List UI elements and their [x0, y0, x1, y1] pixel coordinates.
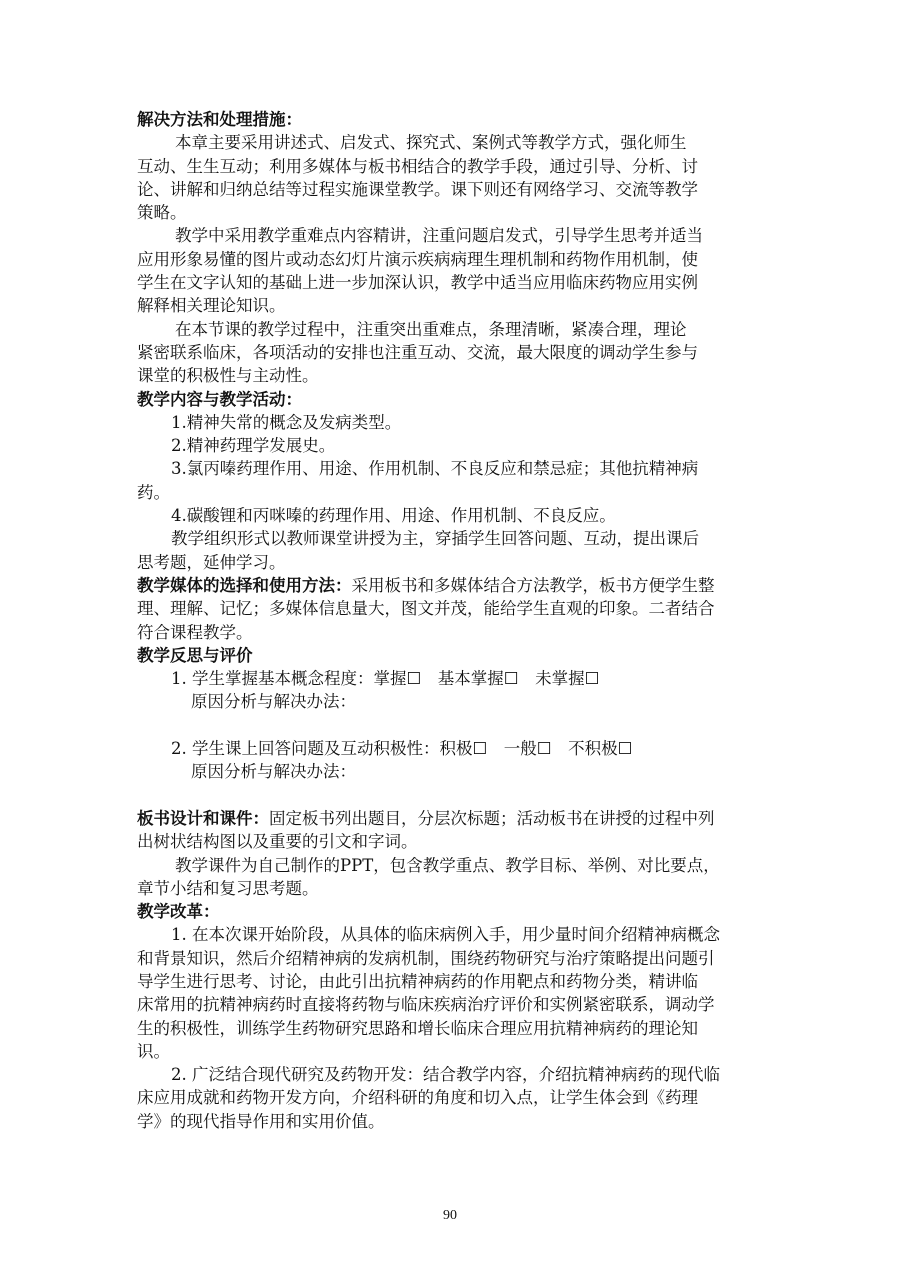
evaluation-analysis-2: 原因分析与解决办法：: [191, 762, 356, 782]
paragraph-line: 课堂的积极性与主动性。: [137, 366, 319, 386]
paragraph-text: 采用板书和多媒体结合方法教学，板书方便学生整: [351, 575, 715, 595]
blank-space: [137, 784, 765, 807]
list-item: 2.精神药理学发展史。: [171, 436, 336, 456]
board-paragraph-first-line: [137, 807, 765, 830]
list-item: 1.精神失常的概念及发病类型。: [171, 412, 402, 432]
evaluation-analysis-1: 原因分析与解决办法：: [191, 692, 356, 712]
paragraph-line: 章节小结和复习思考题。: [137, 878, 319, 898]
paragraph-line: 出树状结构图以及重要的引文和字词。: [137, 832, 418, 852]
section-heading-reflection: 教学反思与评价: [137, 645, 253, 665]
paragraph-line: 学》的现代指导作用和实用价值。: [137, 1111, 385, 1131]
paragraph-line: 符合课程教学。: [137, 622, 253, 642]
paragraph-line: 教学课件为自己制作的PPT，包含教学重点、教学目标、举例、对比要点，: [175, 855, 720, 875]
paragraph-line: 在本节课的教学过程中，注重突出重难点，条理清晰，紧凑合理，理论: [175, 319, 687, 339]
list-item-continued: 药。: [137, 482, 170, 502]
section-heading-solutions: 解决方法和处理措施：: [137, 110, 302, 129]
paragraph-line: 和背景知识，然后介绍精神病的发病机制，围绕药物研究与治疗策略提出问题引: [137, 948, 715, 968]
media-paragraph-first-line: [137, 574, 765, 597]
paragraph-line: 论、讲解和归纳总结等过程实施课堂教学。课下则还有网络学习、交流等教学: [137, 179, 698, 199]
paragraph-line: 2. 广泛结合现代研究及药物开发：结合教学内容，介绍抗精神病药的现代临: [171, 1065, 720, 1085]
evaluation-question-1: 1. 学生掌握基本概念程度：掌握☐ 基本掌握☐ 未掌握☐: [171, 669, 600, 689]
list-item: 3.氯丙嗪药理作用、用途、作用机制、不良反应和禁忌症；其他抗精神病: [171, 459, 699, 479]
paragraph-line: 本章主要采用讲述式、启发式、探究式、案例式等教学方式，强化师生: [175, 133, 687, 153]
section-heading-media: 教学媒体的选择和使用方法：: [137, 575, 352, 595]
paragraph-line: 生的积极性，训练学生药物研究思路和增长临床合理应用抗精神病药的理论知: [137, 1018, 698, 1038]
section-heading-reform: 教学改革：: [137, 902, 220, 922]
page-number: 90: [443, 1208, 457, 1223]
paragraph-line: 理、理解、记忆；多媒体信息量大，图文并茂，能给学生直观的印象。二者结合: [137, 599, 715, 619]
paragraph-line: 互动、生生互动；利用多媒体与板书相结合的教学手段，通过引导、分析、讨: [137, 156, 698, 176]
paragraph-line: 教学中采用教学重难点内容精讲，注重问题启发式，引导学生思考并适当: [175, 226, 703, 246]
paragraph-line: 床常用的抗精神病药时直接将药物与临床疾病治疗评价和实例紧密联系，调动学: [137, 995, 715, 1015]
blank-space: [137, 714, 765, 737]
section-heading-board: 板书设计和课件：: [137, 808, 269, 828]
paragraph-line: 紧密联系临床，各项活动的安排也注重互动、交流，最大限度的调动学生参与: [137, 342, 698, 362]
section-heading-content: 教学内容与教学活动：: [137, 389, 302, 409]
evaluation-question-2: 2. 学生课上回答问题及互动积极性：积极☐ 一般☐ 不积极☐: [171, 739, 633, 759]
paragraph-line: 应用形象易懂的图片或动态幻灯片演示疾病病理生理机制和药物作用机制，使: [137, 249, 698, 269]
list-item: 4.碳酸锂和丙咪嗪的药理作用、用途、作用机制、不良反应。: [171, 506, 616, 526]
paragraph-line: 识。: [137, 1041, 170, 1061]
paragraph-line: 策略。: [137, 203, 187, 223]
page-content: [137, 108, 765, 1133]
paragraph-line: 教学组织形式以教师课堂讲授为主，穿插学生回答问题、互动，提出课后: [171, 529, 699, 549]
paragraph-text: 固定板书列出题目，分层次标题；活动板书在讲授的过程中列: [269, 808, 715, 828]
paragraph-line: 床应用成就和药物开发方向，介绍科研的角度和切入点，让学生体会到《药理: [137, 1088, 698, 1108]
paragraph-line: 1. 在本次课开始阶段，从具体的临床病例入手，用少量时间介绍精神病概念: [171, 925, 720, 945]
paragraph-line: 思考题，延伸学习。: [137, 552, 286, 572]
paragraph-line: 学生在文字认知的基础上进一步加深认识，教学中适当应用临床药物应用实例: [137, 273, 698, 293]
paragraph-line: 解释相关理论知识。: [137, 296, 286, 316]
paragraph-line: 导学生进行思考、讨论，由此引出抗精神病药的作用靶点和药物分类，精讲临: [137, 971, 698, 991]
